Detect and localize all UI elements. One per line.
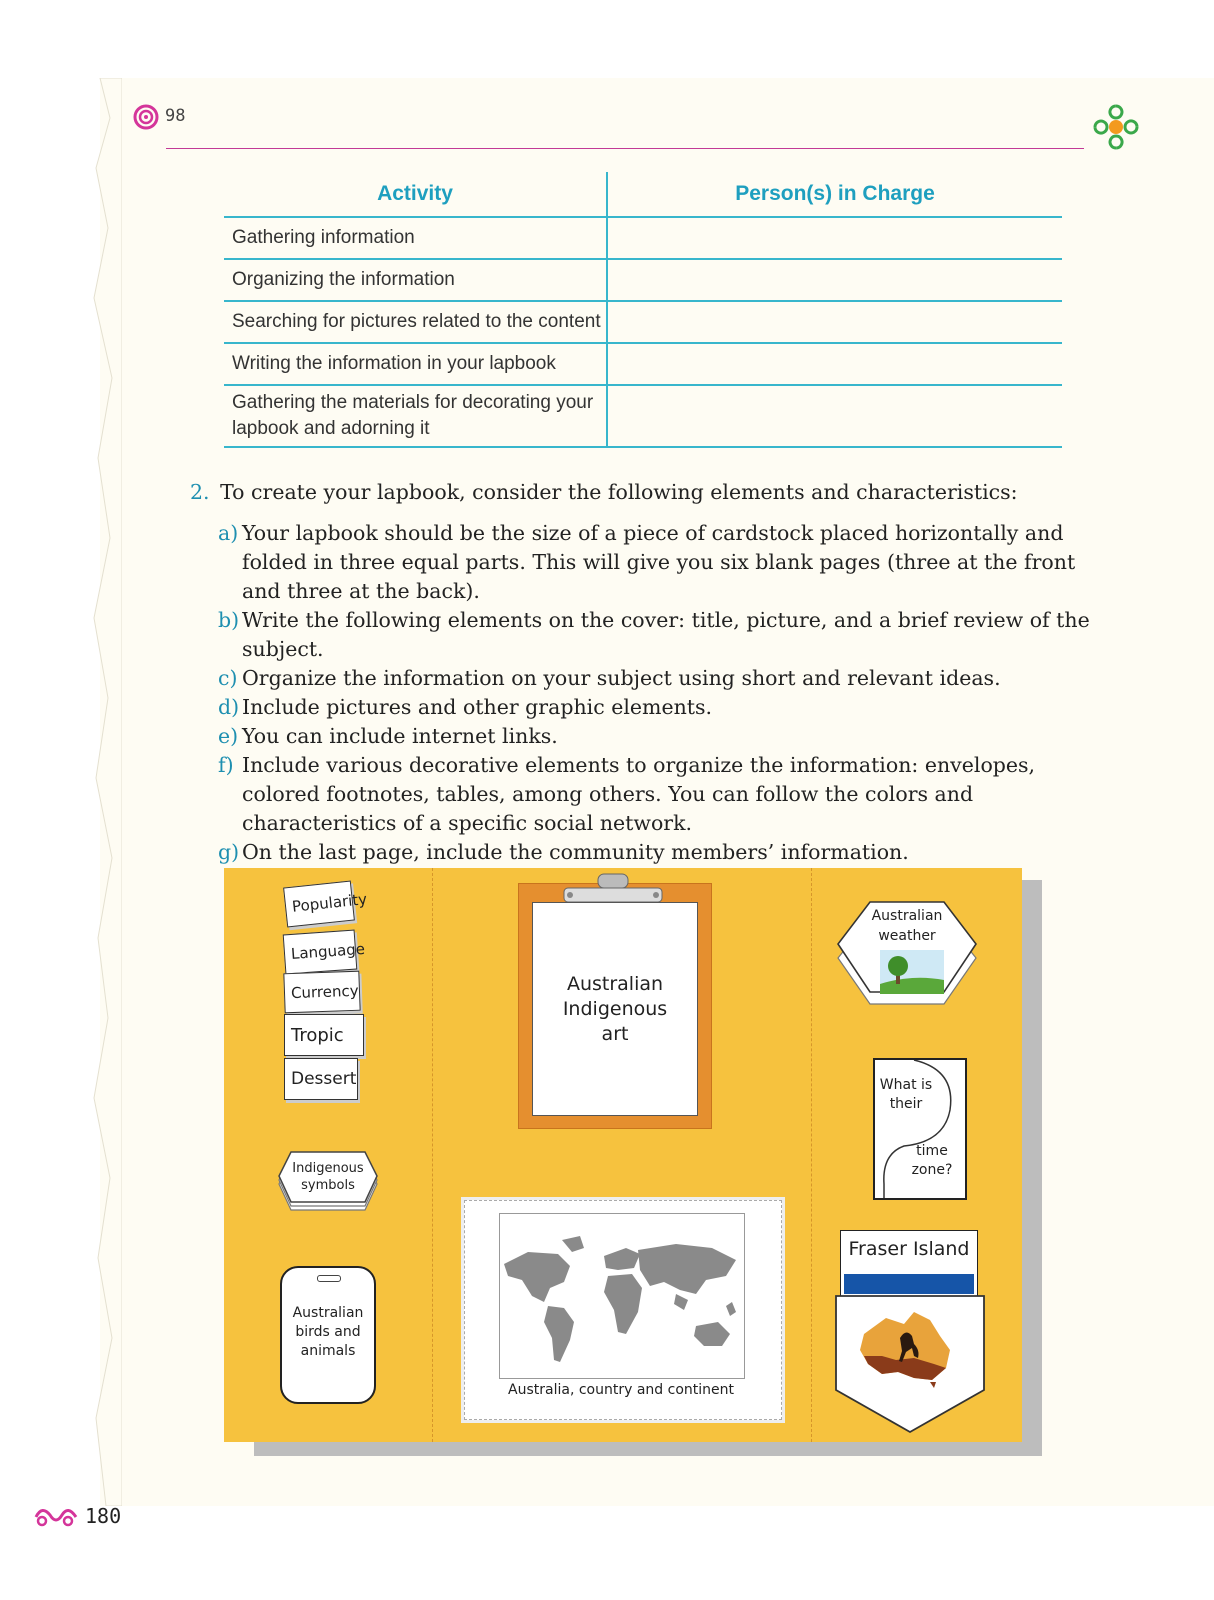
table-row	[224, 259, 1062, 301]
tag-currency: Currency	[283, 971, 360, 1014]
activity-header: Activity	[224, 172, 607, 217]
list-item	[218, 693, 1090, 722]
list-item	[218, 606, 1090, 664]
australia-pocket	[834, 1294, 986, 1434]
fold-line	[811, 868, 812, 1442]
weather-label: Australian weather	[871, 908, 943, 944]
list-item	[218, 722, 1090, 751]
person-cell[interactable]	[607, 343, 1062, 385]
item-text: Your lapbook should be the size of a piece of cardstock placed horizontally and folded in three equal parts. This will give you six blank pages (three at the front and three at the back).	[242, 521, 1076, 603]
birds-label: Australian birds and animals	[292, 1305, 364, 1359]
table-row	[224, 301, 1062, 343]
item-letter: e)	[218, 724, 239, 748]
tag-popularity: Popularity	[283, 881, 355, 928]
table-row	[224, 343, 1062, 385]
spiral-icon	[133, 104, 159, 130]
list-item	[218, 838, 1090, 867]
header-page-number: 98	[165, 106, 186, 126]
item-text: You can include internet links.	[242, 724, 558, 748]
item-letter: g)	[218, 840, 240, 864]
instruction-list	[190, 519, 1090, 867]
symbols-label: Indigenous symbols	[292, 1161, 364, 1193]
clipboard-paper	[532, 902, 698, 1116]
timezone-top: What is their	[879, 1077, 933, 1112]
fraser-label: Fraser Island	[848, 1238, 970, 1260]
footer-page-number: 180	[85, 1504, 122, 1528]
item-letter: b)	[218, 608, 240, 632]
fold-line	[432, 868, 433, 1442]
person-cell[interactable]	[607, 385, 1062, 447]
timezone-bottom: time zone?	[911, 1143, 953, 1178]
activity-cell: Gathering the materials for decorating your lapbook and adorning it	[224, 385, 607, 447]
map-caption: Australia, country and continent	[508, 1382, 734, 1398]
tag-tropic: Tropic	[284, 1014, 364, 1056]
item-text: Include various decorative elements to organize the information: envelopes, colored footnotes, tables, among others. You can follow the colors and characteristics of a specific social network.	[242, 753, 1036, 835]
fraser-blue-band	[844, 1274, 974, 1294]
list-item	[218, 751, 1090, 838]
tag-language: Language	[283, 930, 358, 975]
activity-cell: Gathering information	[224, 217, 607, 259]
instruction-number: 2.	[190, 480, 210, 504]
item-text: On the last page, include the community members’ information.	[242, 840, 909, 864]
item-letter: d)	[218, 695, 240, 719]
instructions	[190, 478, 1090, 867]
activity-cell: Organizing the information	[224, 259, 607, 301]
item-letter: f)	[218, 753, 234, 777]
person-cell[interactable]	[607, 301, 1062, 343]
list-item	[218, 519, 1090, 606]
flower-icon	[1091, 102, 1141, 152]
item-text: Write the following elements on the cover: title, picture, and a brief review of the subject.	[242, 608, 1090, 661]
person-cell[interactable]	[607, 259, 1062, 301]
instruction-lead	[190, 478, 1090, 507]
table-row	[224, 217, 1062, 259]
clipboard-label: Australian Indigenous art	[562, 972, 668, 1045]
tag-dessert: Dessert	[284, 1058, 358, 1100]
person-cell[interactable]	[607, 217, 1062, 259]
torn-edge	[82, 78, 122, 1506]
phone-speaker	[317, 1275, 341, 1282]
activity-cell: Searching for pictures related to the content	[224, 301, 607, 343]
footer-ornament-icon	[32, 1503, 78, 1529]
table-row	[224, 385, 1062, 447]
item-letter: a)	[218, 521, 239, 545]
item-text: Include pictures and other graphic elements.	[242, 695, 713, 719]
tree-icon	[880, 950, 944, 994]
person-header: Person(s) in Charge	[607, 172, 1062, 217]
list-item	[218, 664, 1090, 693]
activity-cell: Writing the information in your lapbook	[224, 343, 607, 385]
activity-table	[224, 172, 1062, 448]
instruction-lead-text: To create your lapbook, consider the following elements and characteristics:	[220, 480, 1018, 504]
item-letter: c)	[218, 666, 238, 690]
world-map	[500, 1230, 742, 1370]
item-text: Organize the information on your subject using short and relevant ideas.	[242, 666, 1001, 690]
header-rule	[166, 148, 1084, 149]
